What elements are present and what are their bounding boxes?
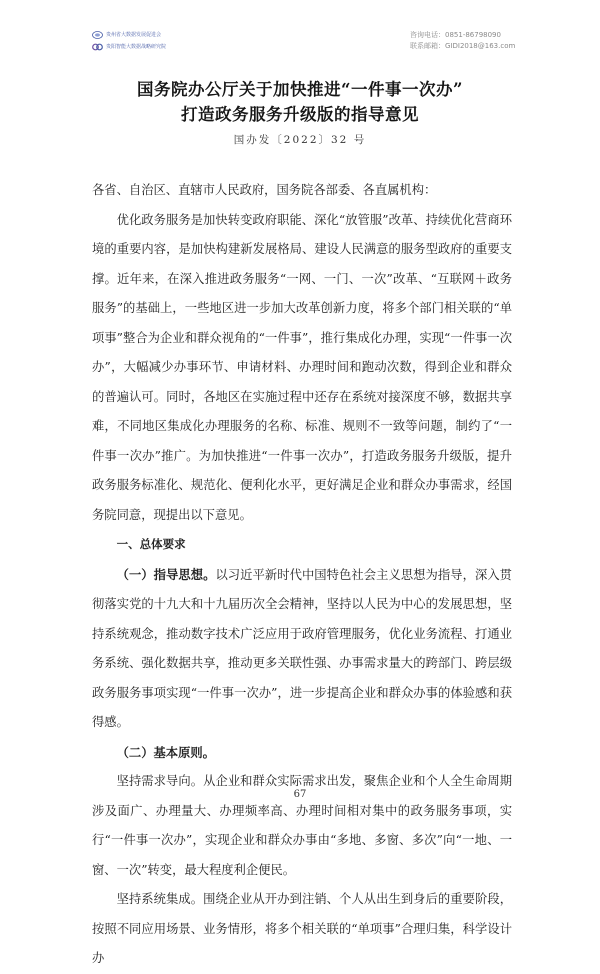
document-title-line2: 打造政务服务升级版的指导意见 — [181, 105, 419, 124]
logo-name: 贵阳智能大数据战略研究院 — [106, 44, 167, 50]
salutation: 各省、自治区、直辖市人民政府，国务院各部委、各直属机构： — [92, 183, 437, 197]
document-body — [92, 176, 512, 974]
logo-name: 贵州省大数据发展促进会 — [106, 32, 162, 38]
email-address: GIDI2018@163.com — [445, 42, 516, 50]
contact-phone — [410, 30, 515, 41]
document-title-line1: 国务院办公厅关于加快推进“一件事一次办” — [137, 80, 463, 99]
contact-email — [410, 41, 515, 52]
page-number: 67 — [293, 789, 307, 800]
document-number: 国办发〔2022〕32 号 — [233, 134, 367, 146]
logo-promotion-association — [92, 30, 172, 40]
email-label: 联系邮箱： — [410, 42, 445, 50]
association-logo-icon — [92, 31, 103, 39]
subsection-label: （一）指导思想。 — [116, 566, 216, 582]
phone-label: 咨询电话： — [410, 31, 445, 39]
contact-info — [410, 30, 515, 52]
organization-logos — [92, 30, 172, 54]
page-header — [0, 0, 600, 60]
section-heading: 一、总体要求 — [116, 537, 186, 551]
paragraph-text: 以习近平新时代中国特色社会主义思想为指导，深入贯彻落实党的十九大和十九届历次全会精神，坚持以人民为中心的发展思想，坚持系统观念，推动数字技术广泛应用于政府管理服务，优化业务流程、打通业务系统、强化数据共享，推动更多关联性强、办事需求量大的跨部门、跨层级政务服务事项实现“一件事一次办”，进一步提高企业和群众办事的体验感和获得感。 — [92, 567, 512, 729]
subsection-heading: （二）基本原则。 — [116, 744, 215, 760]
intro-paragraph: 优化政务服务是加快转变政府职能、深化“放管服”改革、持续优化营商环境的重要内容，是加快构建新发展格局、建设人民满意的服务型政府的重要支撑。近年来，在深入推进政务服务“一网、一门、一次”改革、“互联网＋政务服务”的基础上，一些地区进一步加大改革创新力度，将多个部门相关联的“单项事”整合为企业和群众视角的“一件事”，推行集成化办理，实现“一件事一次办”，大幅减少办事环节、申请材料、办理时间和跑动次数，得到企业和群众的普遍认可。同时，各地区在实施过程中还存在系统对接深度不够，数据共享难，不同地区集成化办理服务的名称、标准、规则不一致等问题，制约了“一件事一次办”推广。为加快推进“一件事一次办”，打造政务服务升级版，提升政务服务标准化、规范化、便利化水平，更好满足企业和群众办事需求，经国务院同意，现提出以下意见。 — [92, 212, 512, 522]
phone-number: 0851-86798090 — [445, 31, 501, 39]
logo-research-institute — [92, 42, 172, 52]
guiding-ideology-paragraph — [92, 560, 512, 738]
principle-paragraph: 坚持需求导向。从企业和群众实际需求出发，聚焦企业和个人全生命周期涉及面广、办理量大、办理频率高、办理时间相对集中的政务服务事项，实行“一件事一次办”，实现企业和群众办事由“多地、多窗、多次”向“一地、一窗、一次”转变，最大程度利企便民。 — [92, 774, 512, 877]
principle-paragraph: 坚持系统集成。围绕企业从开办到注销、个人从出生到身后的重要阶段，按照不同应用场景、业务情形，将多个相关联的“单项事”合理归集，科学设计办 — [92, 892, 512, 965]
institute-logo-icon — [92, 43, 103, 51]
